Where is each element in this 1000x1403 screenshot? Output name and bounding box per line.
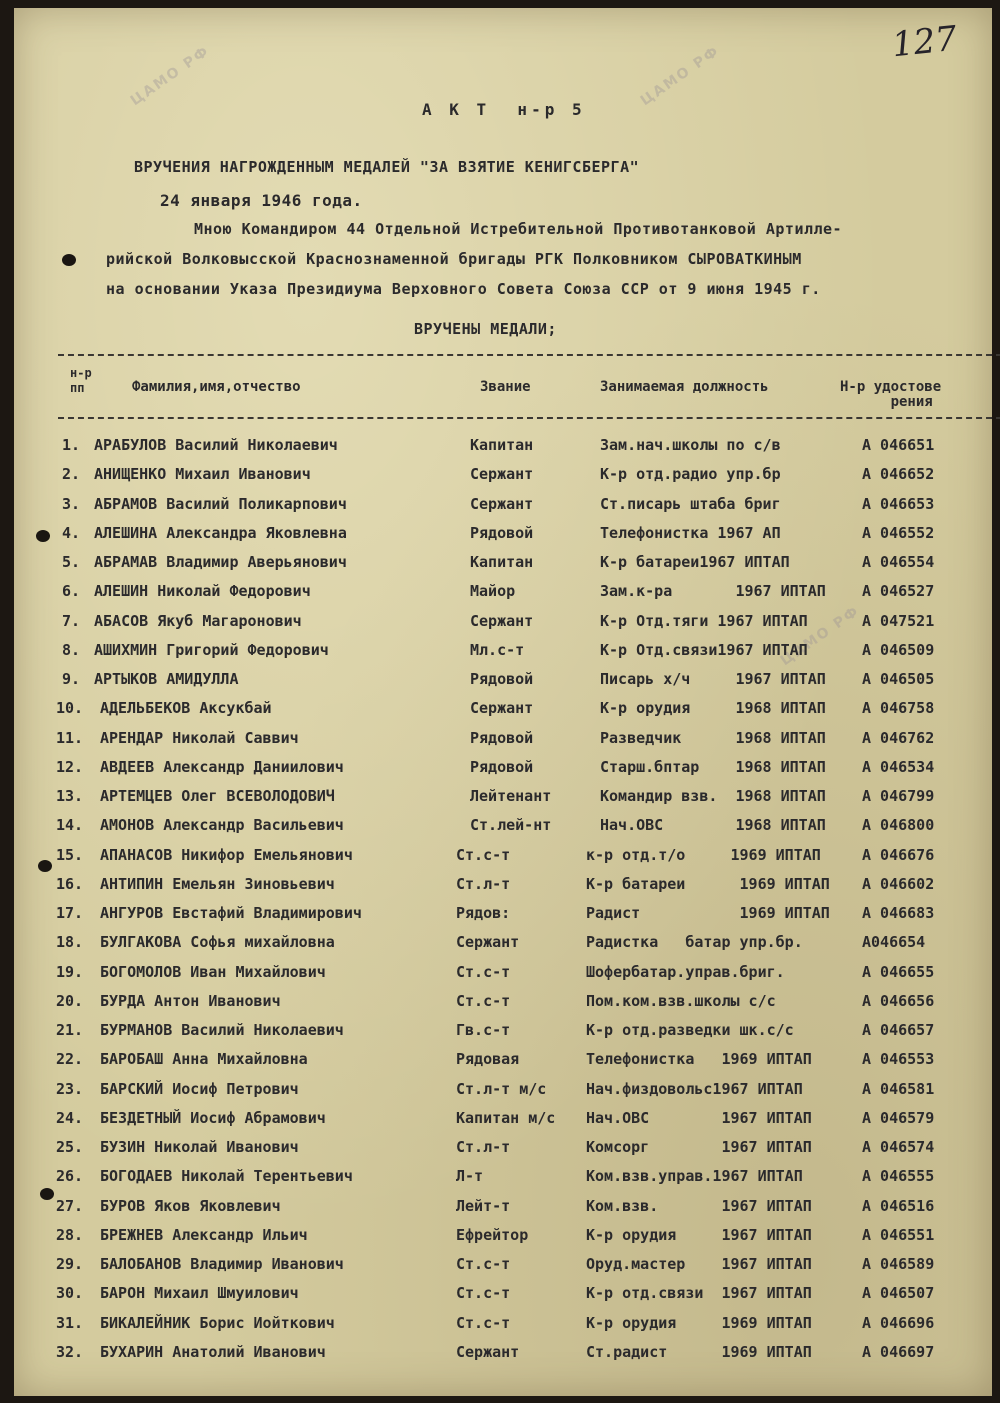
military-rank: Сержант <box>456 1342 520 1361</box>
certificate-number: А 046534 <box>862 757 935 776</box>
row-number: 29. <box>56 1255 84 1273</box>
full-name: БУЗИН Николай Иванович <box>100 1138 299 1156</box>
position-held: К-р отд.радио упр.бр <box>600 465 781 484</box>
certificate-number: А 046581 <box>862 1079 935 1098</box>
act-date: 24 января 1946 года. <box>160 191 363 210</box>
table-header-rule <box>58 417 1000 419</box>
position-held: Ст.писарь штаба бриг <box>600 494 781 513</box>
full-name: АРЕНДАР Николай Саввич <box>100 728 299 747</box>
full-name: БЕЗДЕТНЫЙ Иосиф Абрамович <box>100 1108 326 1127</box>
certificate-number: А 046589 <box>862 1255 935 1273</box>
position-held: К-р отд.разведки шк.с/с <box>586 1021 794 1039</box>
full-name: АНТИПИН Емельян Зиновьевич <box>100 874 335 893</box>
table-top-rule <box>58 354 1000 356</box>
certificate-number: А 046507 <box>862 1284 935 1303</box>
full-name: БРЕЖНЕВ Александр Ильич <box>100 1225 308 1244</box>
position-held: К-р орудия 1969 ИПТАП <box>586 1313 812 1332</box>
full-name: АДЕЛЬБЕКОВ Аксукбай <box>100 699 272 718</box>
act-title: А К Т н-р 5 <box>422 100 586 119</box>
row-number: 27. <box>56 1196 84 1215</box>
full-name: АВДЕЕВ Александр Даниилович <box>100 757 344 776</box>
position-held: Радист 1969 ИПТАП <box>586 904 830 922</box>
military-rank: Гв.с-т <box>456 1021 511 1039</box>
certificate-number: А 046505 <box>862 670 935 688</box>
col-header-rank: Звание <box>480 379 531 395</box>
military-rank: Ст.с-т <box>456 1284 511 1303</box>
full-name: БОГОДАЕВ Николай Терентьевич <box>100 1167 353 1186</box>
archive-page-number: 127 <box>890 18 959 66</box>
row-number: 7. <box>62 611 81 630</box>
row-number: 8. <box>62 640 81 659</box>
certificate-number: А 046696 <box>862 1313 935 1332</box>
row-number: 11. <box>56 728 84 747</box>
military-rank: Капитан м/с <box>456 1108 556 1127</box>
certificate-number: А 047521 <box>862 611 935 630</box>
certificate-number: А 046683 <box>862 904 935 922</box>
full-name: АБАСОВ Якуб Магаронович <box>94 611 302 630</box>
certificate-number: А 046762 <box>862 728 935 747</box>
full-name: АПАНАСОВ Никифор Емельянович <box>100 845 353 864</box>
full-name: АЛЕШИН Николай Федорович <box>94 582 311 601</box>
row-number: 18. <box>56 933 84 952</box>
act-subtitle: ВРУЧЕНИЯ НАГРОЖДЕННЫМ МЕДАЛЕЙ "ЗА ВЗЯТИЕ КЕНИГСБЕРГА" <box>134 158 640 176</box>
position-held: К-р отд.связи 1967 ИПТАП <box>586 1284 812 1303</box>
row-number: 3. <box>62 494 81 513</box>
position-held: Командир взв. 1968 ИПТАП <box>600 787 826 805</box>
military-rank: Сержант <box>470 494 534 513</box>
watermark-stamp: ЦАМО РФ <box>777 602 863 670</box>
full-name: БИКАЛЕЙНИК Борис Иойткович <box>100 1313 335 1332</box>
military-rank: Капитан <box>470 436 534 454</box>
col-header-name: Фамилия,имя,отчество <box>132 379 301 395</box>
position-held: Старш.бптар 1968 ИПТАП <box>600 757 826 776</box>
row-number: 23. <box>56 1079 84 1098</box>
full-name: АРАБУЛОВ Василий Николаевич <box>94 436 338 454</box>
full-name: БУЛГАКОВА Софья михайловна <box>100 933 335 952</box>
military-rank: Ст.с-т <box>456 962 511 981</box>
row-number: 4. <box>62 523 81 542</box>
position-held: Радистка батар упр.бр. <box>586 933 803 952</box>
military-rank: Рядовой <box>470 670 534 688</box>
certificate-number: А 046602 <box>862 874 935 893</box>
full-name: АШИХМИН Григорий Федорович <box>94 640 329 659</box>
row-number: 25. <box>56 1138 84 1156</box>
binding-hole <box>62 254 76 266</box>
row-number: 15. <box>56 845 84 864</box>
document-page <box>14 8 992 1396</box>
military-rank: Лейт-т <box>456 1196 511 1215</box>
certificate-number: А 046653 <box>862 494 935 513</box>
position-held: Нач.ОВС 1968 ИПТАП <box>600 816 826 835</box>
military-rank: Ст.л-т <box>456 1138 511 1156</box>
row-number: 16. <box>56 874 84 893</box>
position-held: Пом.ком.взв.школы с/с <box>586 991 776 1010</box>
position-held: Зам.к-ра 1967 ИПТАП <box>600 582 826 601</box>
row-number: 19. <box>56 962 84 981</box>
position-held: Ком.взв.управ.1967 ИПТАП <box>586 1167 803 1186</box>
position-held: К-р орудия 1967 ИПТАП <box>586 1225 812 1244</box>
military-rank: Ст.л-т <box>456 874 511 893</box>
row-number: 17. <box>56 904 84 922</box>
certificate-number: А 046656 <box>862 991 935 1010</box>
position-held: К-р батареи1967 ИПТАП <box>600 553 790 571</box>
position-held: Ст.радист 1969 ИПТАП <box>586 1342 812 1361</box>
position-held: к-р отд.т/о 1969 ИПТАП <box>586 845 821 864</box>
full-name: БАРСКИЙ Иосиф Петрович <box>100 1079 299 1098</box>
full-name: АБРАМАВ Владимир Аверьянович <box>94 553 347 571</box>
full-name: БУРДА Антон Иванович <box>100 991 281 1010</box>
full-name: АБРАМОВ Василий Поликарпович <box>94 494 347 513</box>
certificate-number: А 046574 <box>862 1138 935 1156</box>
row-number: 20. <box>56 991 84 1010</box>
certificate-number: А 046758 <box>862 699 935 718</box>
row-number: 5. <box>62 553 81 571</box>
intro-line-1: Мною Командиром 44 Отдельной Истребительной Противотанковой Артилле- <box>194 220 843 238</box>
military-rank: Рядовая <box>456 1050 520 1069</box>
row-number: 10. <box>56 699 84 718</box>
certificate-number: А 046652 <box>862 465 935 484</box>
row-number: 24. <box>56 1108 84 1127</box>
position-held: Оруд.мастер 1967 ИПТАП <box>586 1255 812 1273</box>
position-held: Разведчик 1968 ИПТАП <box>600 728 826 747</box>
certificate-number: А 046554 <box>862 553 935 571</box>
military-rank: Сержант <box>470 611 534 630</box>
col-header-cert: Н-р удостове рения <box>840 379 942 410</box>
position-held: К-р орудия 1968 ИПТАП <box>600 699 826 718</box>
row-number: 32. <box>56 1342 84 1361</box>
military-rank: Ст.с-т <box>456 1255 511 1273</box>
certificate-number: А 046555 <box>862 1167 935 1186</box>
watermark-stamp: ЦАМО РФ <box>637 42 723 110</box>
military-rank: Ст.с-т <box>456 845 511 864</box>
certificate-number: А 046800 <box>862 816 935 835</box>
row-number: 1. <box>62 436 81 454</box>
col-header-num: н-р пп <box>70 366 92 395</box>
military-rank: Ефрейтор <box>456 1225 529 1244</box>
military-rank: Л-т <box>456 1167 484 1186</box>
military-rank: Ст.с-т <box>456 1313 511 1332</box>
position-held: К-р Отд.связи1967 ИПТАП <box>600 640 808 659</box>
full-name: АРТЫКОВ АМИДУЛЛА <box>94 670 239 688</box>
full-name: АНГУРОВ Евстафий Владимирович <box>100 904 362 922</box>
row-number: 14. <box>56 816 84 835</box>
certificate-number: А 046516 <box>862 1196 935 1215</box>
full-name: БАРОН Михаил Шмуилович <box>100 1284 299 1303</box>
military-rank: Ст.л-т м/с <box>456 1079 547 1098</box>
row-number: 9. <box>62 670 81 688</box>
intro-line-2: рийской Волковысской Краснознаменной бригады РГК Полковником СЫРОВАТКИНЫМ <box>106 250 802 268</box>
military-rank: Рядовой <box>470 523 534 542</box>
row-number: 26. <box>56 1167 84 1186</box>
military-rank: Майор <box>470 582 516 601</box>
row-number: 2. <box>62 465 81 484</box>
certificate-number: А 046655 <box>862 962 935 981</box>
full-name: АМОНОВ Александр Васильевич <box>100 816 344 835</box>
binding-hole <box>40 1188 54 1200</box>
military-rank: Рядовой <box>470 728 534 747</box>
certificate-number: А 046697 <box>862 1342 935 1361</box>
row-number: 30. <box>56 1284 84 1303</box>
military-rank: Ст.лей-нт <box>470 816 552 835</box>
certificate-number: А046654 <box>862 933 926 952</box>
certificate-number: А 046579 <box>862 1108 935 1127</box>
position-held: Телефонистка 1967 АП <box>600 523 781 542</box>
position-held: Ком.взв. 1967 ИПТАП <box>586 1196 812 1215</box>
binding-hole <box>36 530 50 542</box>
full-name: АЛЕШИНА Александра Яковлевна <box>94 523 347 542</box>
military-rank: Ст.с-т <box>456 991 511 1010</box>
col-header-position: Занимаемая должность <box>600 379 769 395</box>
medals-heading: ВРУЧЕНЫ МЕДАЛИ; <box>414 320 557 338</box>
position-held: К-р батареи 1969 ИПТАП <box>586 874 830 893</box>
military-rank: Сержант <box>470 699 534 718</box>
position-held: Зам.нач.школы по с/в <box>600 436 781 454</box>
row-number: 6. <box>62 582 81 601</box>
military-rank: Лейтенант <box>470 787 552 805</box>
position-held: Шофербатар.управ.бриг. <box>586 962 785 981</box>
certificate-number: А 046676 <box>862 845 935 864</box>
certificate-number: А 046552 <box>862 523 935 542</box>
row-number: 12. <box>56 757 84 776</box>
military-rank: Рядовой <box>470 757 534 776</box>
intro-line-3: на основании Указа Президиума Верховного Совета Союза ССР от 9 июня 1945 г. <box>106 280 821 298</box>
certificate-number: А 046651 <box>862 436 935 454</box>
military-rank: Капитан <box>470 553 534 571</box>
position-held: Телефонистка 1969 ИПТАП <box>586 1050 812 1069</box>
full-name: БУРМАНОВ Василий Николаевич <box>100 1021 344 1039</box>
row-number: 31. <box>56 1313 84 1332</box>
certificate-number: А 046799 <box>862 787 935 805</box>
certificate-number: А 046657 <box>862 1021 935 1039</box>
certificate-number: А 046553 <box>862 1050 935 1069</box>
full-name: БАРОБАШ Анна Михайловна <box>100 1050 308 1069</box>
position-held: Нач.физдовольс1967 ИПТАП <box>586 1079 803 1098</box>
military-rank: Мл.с-т <box>470 640 525 659</box>
military-rank: Сержант <box>456 933 520 952</box>
military-rank: Сержант <box>470 465 534 484</box>
certificate-number: А 046551 <box>862 1225 935 1244</box>
binding-hole <box>38 860 52 872</box>
position-held: Нач.ОВС 1967 ИПТАП <box>586 1108 812 1127</box>
position-held: Писарь х/ч 1967 ИПТАП <box>600 670 826 688</box>
position-held: Комсорг 1967 ИПТАП <box>586 1138 812 1156</box>
row-number: 28. <box>56 1225 84 1244</box>
watermark-stamp: ЦАМО РФ <box>127 42 213 110</box>
certificate-number: А 046527 <box>862 582 935 601</box>
row-number: 22. <box>56 1050 84 1069</box>
military-rank: Рядов: <box>456 904 511 922</box>
full-name: АРТЕМЦЕВ Олег ВСЕВОЛОДОВИЧ <box>100 787 335 805</box>
row-number: 13. <box>56 787 84 805</box>
certificate-number: А 046509 <box>862 640 935 659</box>
full-name: БУРОВ Яков Яковлевич <box>100 1196 281 1215</box>
full-name: БОГОМОЛОВ Иван Михайлович <box>100 962 326 981</box>
full-name: БУХАРИН Анатолий Иванович <box>100 1342 326 1361</box>
full-name: АНИЩЕНКО Михаил Иванович <box>94 465 311 484</box>
position-held: К-р Отд.тяги 1967 ИПТАП <box>600 611 808 630</box>
row-number: 21. <box>56 1021 84 1039</box>
full-name: БАЛОБАНОВ Владимир Иванович <box>100 1255 344 1273</box>
